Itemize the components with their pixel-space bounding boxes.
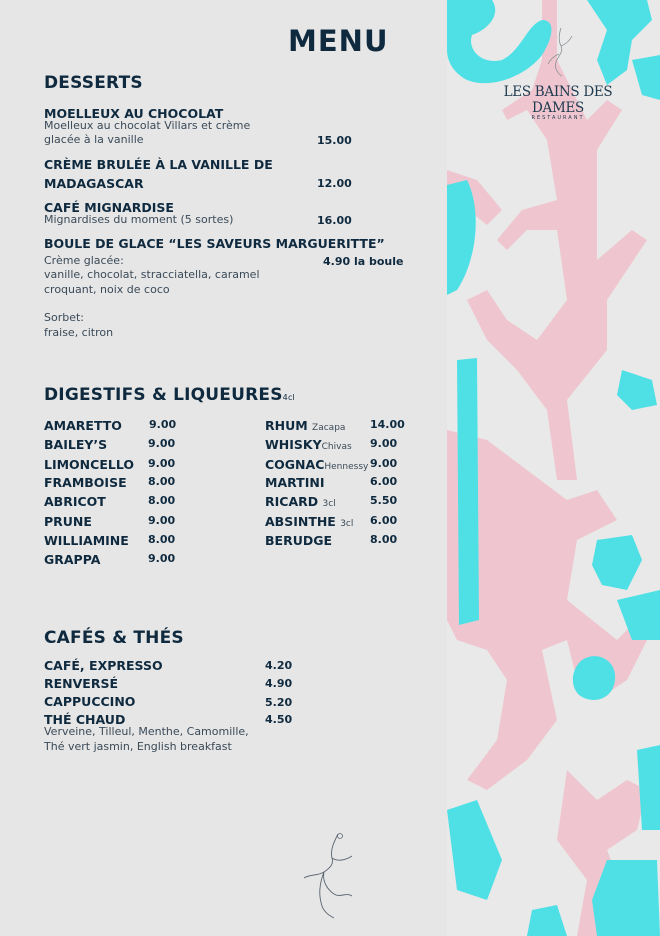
cafe-item-name: CAFÉ, EXPRESSO	[44, 658, 163, 673]
cafe-item-price: 4.90	[265, 677, 293, 690]
dessert-item-price: 15.00	[317, 134, 352, 147]
logo-name: LES BAINS DES DAMES	[503, 84, 613, 116]
digestif-name-text: ABSINTHE	[265, 514, 336, 529]
digestif-name	[265, 418, 345, 433]
cafe-item-desc: Thé vert jasmin, English breakfast	[44, 740, 232, 753]
cafes-heading: CAFÉS & THÉS	[44, 628, 184, 648]
digestif-note: Hennessy	[324, 462, 369, 472]
cafe-item-desc: Verveine, Tilleul, Menthe, Camomille,	[44, 725, 249, 738]
dessert-item-desc: croquant, noix de coco	[44, 283, 170, 296]
dessert-item-desc: glacée à la vanille	[44, 133, 144, 146]
desserts-heading: DESSERTS	[44, 73, 143, 93]
dessert-item-name: CRÈME BRULÉE À LA VANILLE DE	[44, 157, 273, 172]
digestif-name	[265, 514, 353, 529]
digestifs-heading-text: DIGESTIFS & LIQUEURES	[44, 385, 283, 405]
dessert-item-desc: Moelleux au chocolat Villars et crème	[44, 119, 251, 132]
digestif-price: 6.00	[370, 475, 398, 488]
digestif-name: WILLIAMINE	[44, 533, 129, 548]
digestif-price: 9.00	[370, 437, 398, 450]
cafe-item-price: 4.20	[265, 659, 293, 672]
dancer-logo-icon	[546, 26, 576, 78]
dessert-item-price: 12.00	[317, 177, 352, 190]
digestif-price: 9.00	[148, 437, 176, 450]
digestif-price: 9.00	[148, 552, 176, 565]
digestif-name: BERUDGE	[265, 533, 333, 548]
digestif-note: Zacapa	[312, 423, 346, 433]
dessert-item-name: BOULE DE GLACE “LES SAVEURS MARGUERITTE”	[44, 236, 385, 251]
digestifs-heading	[44, 385, 295, 405]
dessert-item-price: 16.00	[317, 214, 352, 227]
digestif-name	[265, 494, 336, 509]
dessert-item-desc: Mignardises du moment (5 sortes)	[44, 213, 234, 226]
digestif-name	[265, 457, 368, 472]
digestif-name-text: RICARD	[265, 494, 319, 509]
digestif-name: BAILEY’S	[44, 437, 108, 452]
digestif-name-text: WHISKY	[265, 437, 322, 452]
dessert-item-desc: Crème glacée:	[44, 254, 124, 267]
dessert-item-name: CAFÉ MIGNARDISE	[44, 200, 174, 215]
digestif-price: 9.00	[149, 418, 177, 431]
restaurant-logo	[476, 84, 640, 121]
page-title: MENU	[288, 24, 389, 58]
digestif-price: 8.00	[148, 533, 176, 546]
digestif-price: 8.00	[148, 494, 176, 507]
logo-tagline: RESTAURANT	[531, 115, 585, 121]
digestif-price: 5.50	[370, 494, 398, 507]
digestif-price: 6.00	[370, 514, 398, 527]
cafe-item-price: 5.20	[265, 696, 293, 709]
dessert-item-desc: fraise, citron	[44, 326, 114, 339]
digestif-price: 8.00	[370, 533, 398, 546]
cafe-item-price: 4.50	[265, 713, 293, 726]
cafe-item-name: THÉ CHAUD	[44, 712, 126, 727]
digestif-name: LIMONCELLO	[44, 457, 134, 472]
digestif-name: PRUNE	[44, 514, 92, 529]
digestif-name: MARTINI	[265, 475, 325, 490]
digestif-name: AMARETTO	[44, 418, 122, 433]
digestif-price: 9.00	[148, 514, 176, 527]
coral-pattern-icon	[447, 0, 660, 936]
digestifs-heading-note: 4cl	[282, 393, 295, 402]
digestif-name-text: RHUM	[265, 418, 308, 433]
digestif-price: 14.00	[370, 418, 405, 431]
digestif-note: Chivas	[321, 442, 352, 452]
digestif-name: FRAMBOISE	[44, 475, 127, 490]
coral-decoration-panel	[447, 0, 660, 936]
digestif-name: GRAPPA	[44, 552, 101, 567]
dessert-item-desc: Sorbet:	[44, 311, 85, 324]
digestif-price: 8.00	[148, 475, 176, 488]
dessert-item-price: 4.90 la boule	[323, 255, 404, 268]
digestif-name: ABRICOT	[44, 494, 106, 509]
dancer-illustration-icon	[300, 832, 360, 922]
dessert-item-name: MOELLEUX AU CHOCOLAT	[44, 106, 224, 121]
digestif-price: 9.00	[370, 457, 398, 470]
dessert-item-name: MADAGASCAR	[44, 176, 144, 191]
digestif-note: 3cl	[322, 499, 336, 509]
dessert-item-desc: vanille, chocolat, stracciatella, caramel	[44, 268, 260, 281]
digestif-name	[265, 437, 352, 452]
digestif-price: 9.00	[148, 457, 176, 470]
cafe-item-name: RENVERSÉ	[44, 676, 119, 691]
digestif-note: 3cl	[340, 519, 354, 529]
digestif-name-text: COGNAC	[265, 457, 325, 472]
cafe-item-name: CAPPUCCINO	[44, 694, 136, 709]
